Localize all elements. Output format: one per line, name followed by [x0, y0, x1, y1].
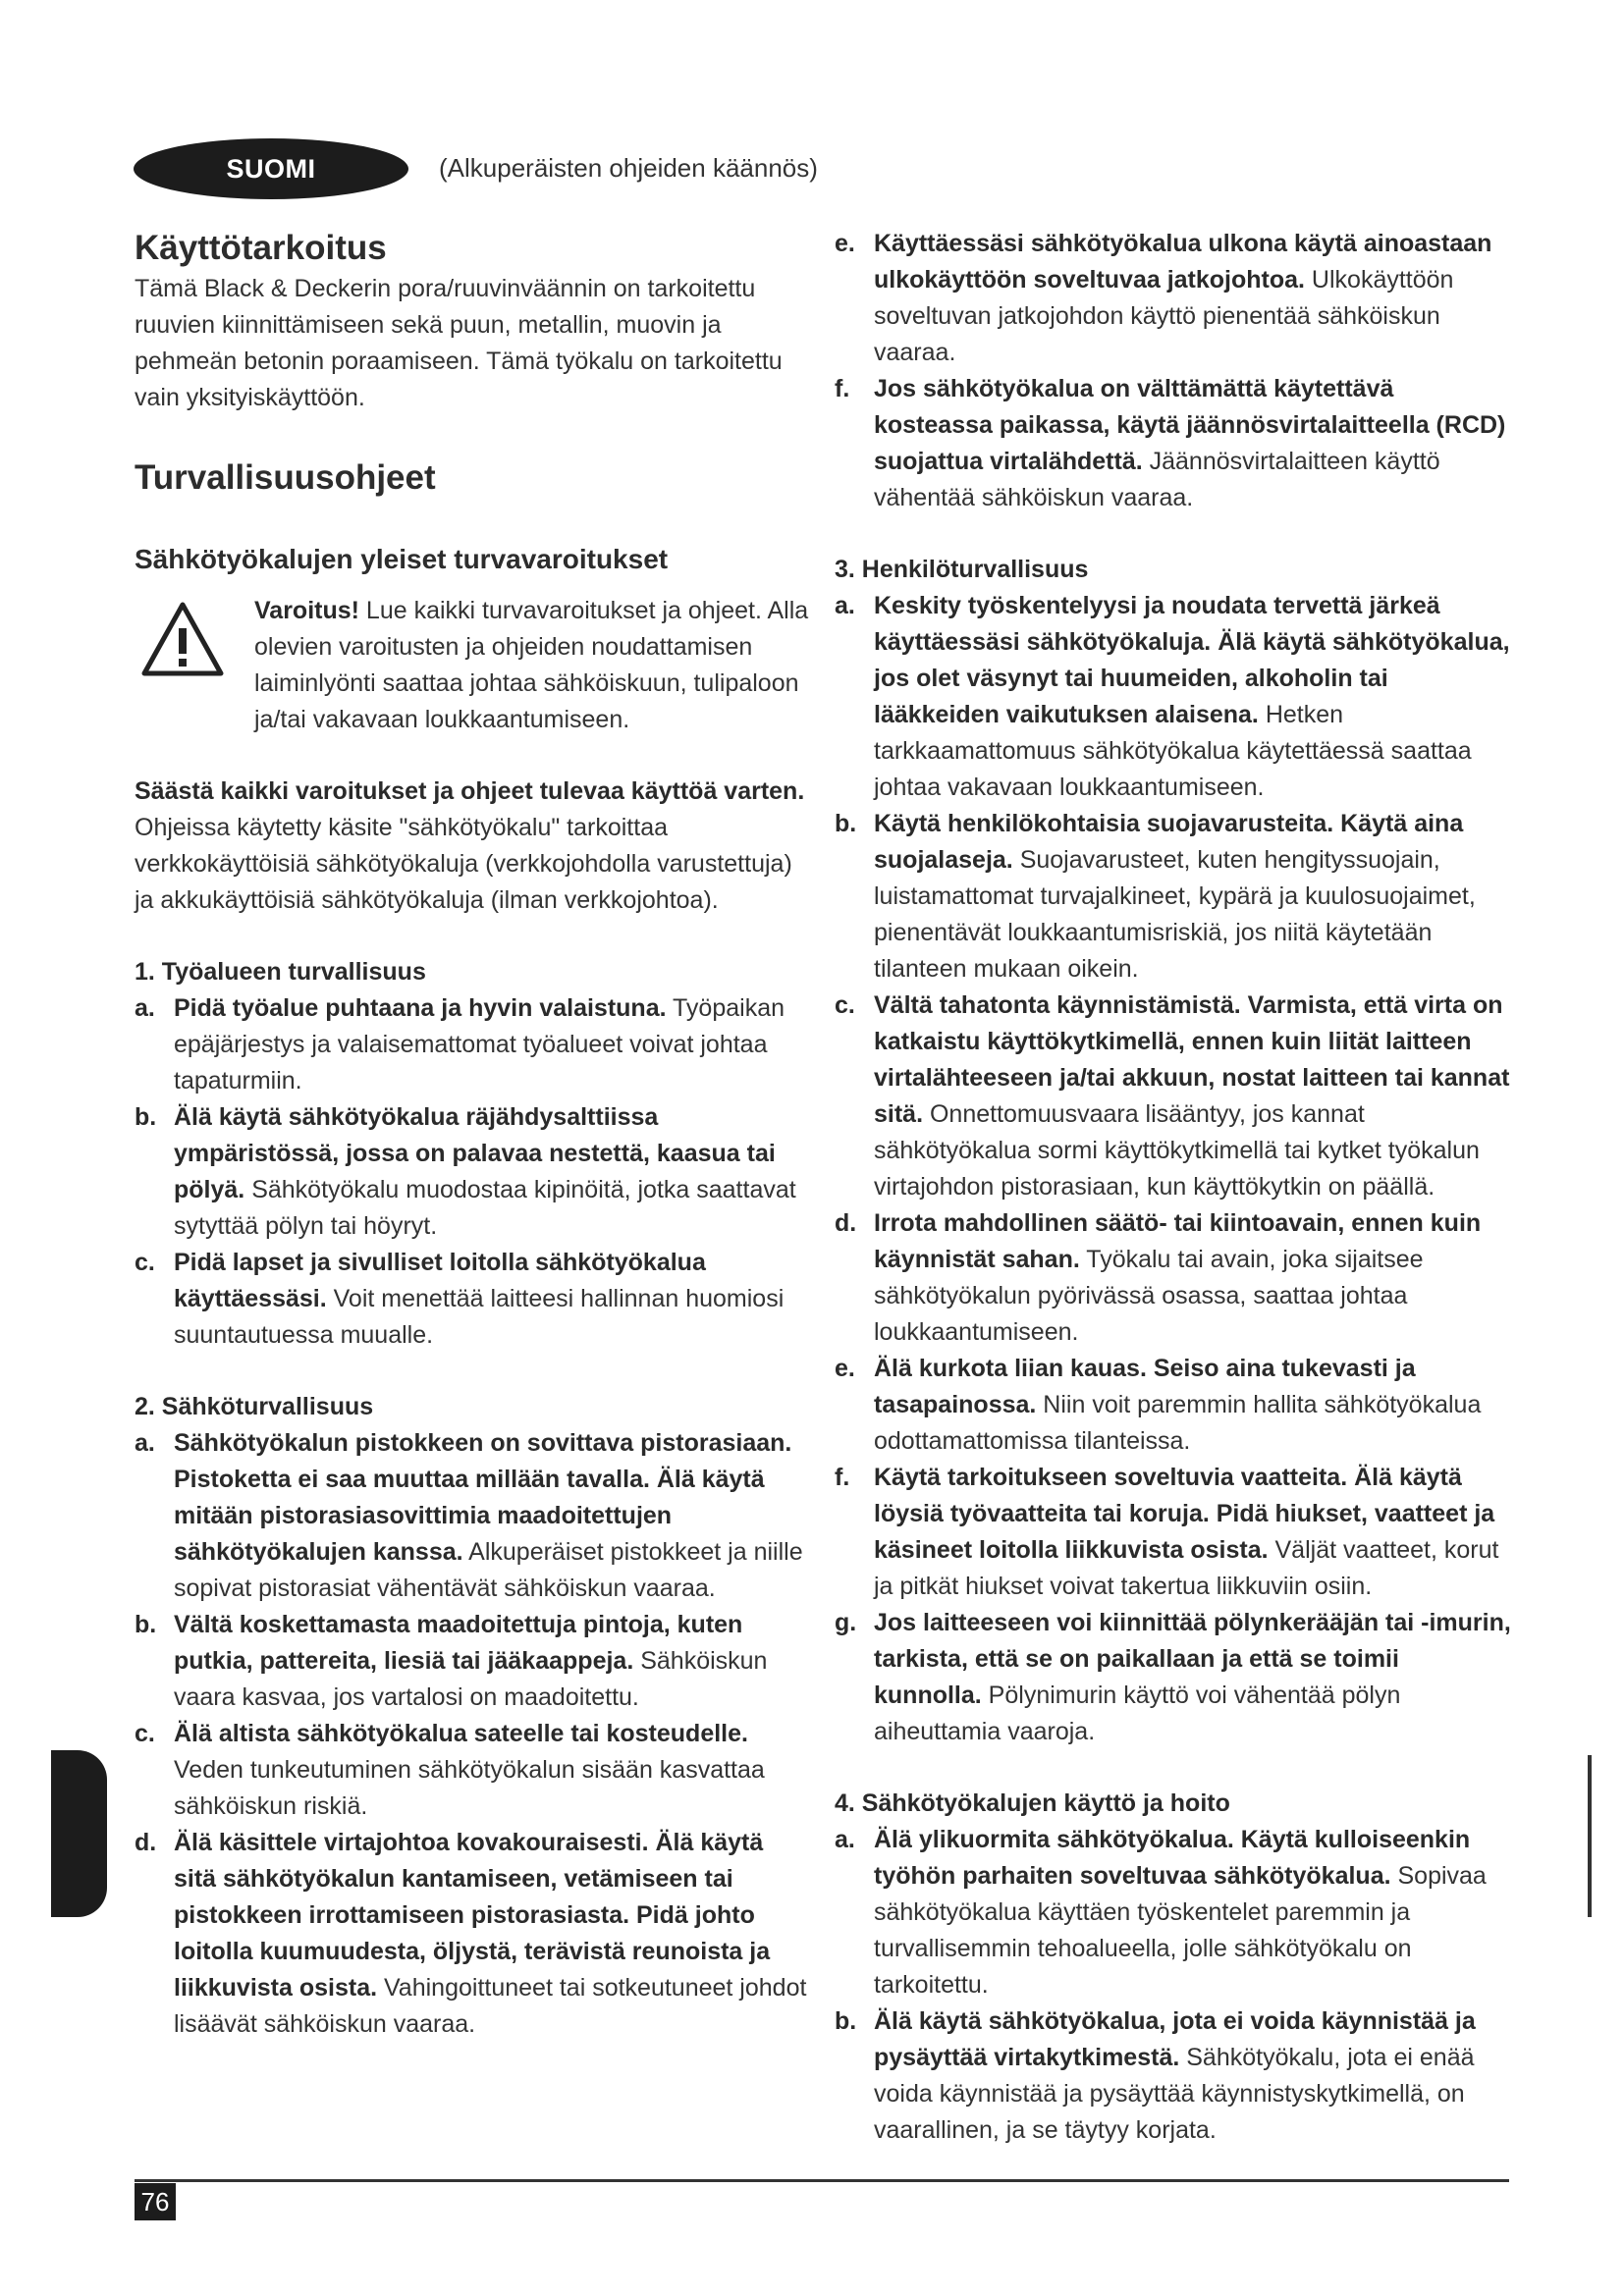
- warning-text: Lue kaikki turvavaroitukset ja ohjeet. Alla olevien varoitusten ja ohjeiden noudattamisen laiminlyönti saattaa johtaa sähköiskuun, tulipaloon ja/tai vakavaan loukkaantumiseen.: [254, 597, 809, 733]
- list-item: f. Jos sähkötyökalua on välttämättä käytettävä kosteassa paikassa, käytä jäännösvirtalaitteella (RCD) suojattua virtalähdettä. Jäännösvirtalaitteen käyttö vähentää sähköiskun vaaraa.: [835, 375, 1506, 511]
- change-bar: [1588, 1755, 1592, 1917]
- list-item: c. Vältä tahatonta käynnistämistä. Varmista, että virta on katkaistu käyttökytkimellä, ennen kuin liität laitteen virtalähteeseen ja/tai akkuun, nostat laitteen tai kannat sitä. Onnettomuusvaara lisääntyy, jos kannat sähkötyökalua sormi käyttökytkimellä tai kytket työkalun virtajohdon pistorasiaan, kun käyttökytkin on päällä.: [835, 991, 1510, 1201]
- save-instructions-text: Ohjeissa käytetty käsite "sähkötyökalu" tarkoittaa verkkokäyttöisiä sähkötyökaluja (verkkojohdolla varustettuja) ja akkukäyttöisiä sähkötyökaluja (ilman verkkojohtoa).: [135, 814, 792, 914]
- translation-note: (Alkuperäisten ohjeiden käännös): [439, 153, 818, 183]
- list-item: b. Vältä koskettamasta maadoitettuja pintoja, kuten putkia, pattereita, liesiä tai jääkaappeja. Sähköiskun vaara kasvaa, jos vartalosi on maadoitettu.: [135, 1611, 768, 1711]
- general-warnings-heading: Sähkötyökalujen yleiset turvavaroitukset: [135, 544, 669, 574]
- section4-title: 4. Sähkötyökalujen käyttö ja hoito: [835, 1789, 1230, 1817]
- warning-block: [135, 593, 812, 738]
- warning-triangle-icon: [140, 601, 225, 677]
- list-item: a. Pidä työalue puhtaana ja hyvin valaistuna. Työpaikan epäjärjestys ja valaisemattomat työalueet voivat johtaa tapaturmiin.: [135, 994, 785, 1095]
- list-item: e. Älä kurkota liian kauas. Seiso aina tukevasti ja tasapainossa. Niin voit paremmin hallita sähkötyökalua odottamattomissa tilanteissa.: [835, 1355, 1482, 1455]
- intended-use-heading: Käyttötarkoitus: [135, 229, 387, 267]
- page-number: 76: [135, 2183, 176, 2220]
- list-item: f. Käytä tarkoitukseen soveltuvia vaatteita. Älä käytä löysiä työvaatteita tai koruja. Pidä hiukset, vaatteet ja käsineet loitolla liikkuvista osista. Väljät vaatteet, korut ja pitkät hiukset voivat takertua liikkuviin osiin.: [835, 1464, 1499, 1600]
- save-instructions-bold: Säästä kaikki varoitukset ja ohjeet tulevaa käyttöä varten.: [135, 777, 805, 805]
- section1-title: 1. Työalueen turvallisuus: [135, 958, 426, 986]
- warning-bold: Varoitus!: [254, 597, 359, 624]
- list-item: d. Älä käsittele virtajohtoa kovakouraisesti. Älä käytä sitä sähkötyökalun kantamiseen, vetämiseen tai pistokkeen irrottamiseen pistorasiasta. Pidä johto loitolla kuumuudesta, öljystä, terävistä reunoista ja liikkuvista osista. Vahingoittuneet tai sotkeutuneet johdot lisäävät sähköiskun vaaraa.: [135, 1829, 807, 2038]
- section3-title: 3. Henkilöturvallisuus: [835, 556, 1089, 583]
- list-item: b. Älä käytä sähkötyökalua, jota ei voida käynnistää ja pysäyttää virtakytkimestä. Sähkötyökalu, jota ei enää voida käynnistää ja pysäyttää käynnistyskytkimellä, on vaarallinen, ja se täytyy korjata.: [835, 2007, 1476, 2144]
- list-item: a. Keskity työskentelyysi ja noudata tervettä järkeä käyttäessäsi sähkötyökaluja. Älä käytä sähkötyökalua, jos olet väsynyt tai huumeiden, alkoholin tai lääkkeiden vaikutuksen alaisena. Hetken tarkkaamattomuus sähkötyökalua käytettäessä saattaa johtaa vakavaan loukkaantumiseen.: [835, 592, 1510, 801]
- safety-heading: Turvallisuusohjeet: [135, 458, 436, 497]
- list-item: c. Pidä lapset ja sivulliset loitolla sähkötyökalua käyttäessäsi. Voit menettää laitteesi hallinnan huomiosi suuntautuessa muualle.: [135, 1249, 785, 1349]
- language-label: SUOMI: [226, 153, 316, 184]
- list-item: b. Käytä henkilökohtaisia suojavarusteita. Käytä aina suojalaseja. Suojavarusteet, kuten hengityssuojain, luistamattomat turvajalkineet, kypärä ja kuulosuojaimet, pienentävät loukkaantumisriskiä, jos niitä käytetään tilanteen mukaan oikein.: [835, 810, 1476, 983]
- list-item: b. Älä käytä sähkötyökalua räjähdysalttiissa ympäristössä, jossa on palavaa nestettä, kaasua tai pölyä. Sähkötyökalu muodostaa kipinöitä, jotka saattavat sytyttää pölyn tai höyryt.: [135, 1103, 796, 1240]
- list-item: a. Sähkötyökalun pistokkeen on sovittava pistorasiaan. Pistoketta ei saa muuttaa millään tavalla. Älä käytä mitään pistorasiasovittimia maadoitettujen sähkötyökalujen kanssa. Alkuperäiset pistokkeet ja niille sopivat pistorasiat vähentävät sähköiskun vaaraa.: [135, 1429, 803, 1602]
- side-tab: [51, 1750, 107, 1917]
- right-column: [835, 226, 1512, 2149]
- intended-use-text: Tämä Black & Deckerin pora/ruuvinväännin on tarkoitettu ruuvien kiinnittämiseen sekä puun, metallin, muovin ja pehmeän betonin poraamiseen. Tämä työkalu on tarkoitettu vain yksityiskäyttöön.: [135, 275, 783, 411]
- section2-title: 2. Sähköturvallisuus: [135, 1393, 374, 1420]
- list-item: e. Käyttäessäsi sähkötyökalua ulkona käytä ainoastaan ulkokäyttöön soveltuvaa jatkojohtoa. Ulkokäyttöön soveltuvan jatkojohdon käyttö pienentää sähköiskun vaaraa.: [835, 230, 1492, 366]
- left-column: [135, 226, 812, 2043]
- language-tab: [134, 138, 408, 199]
- footer-rule: [135, 2179, 1509, 2182]
- list-item: c. Älä altista sähkötyökalua sateelle tai kosteudelle. Veden tunkeutuminen sähkötyökalun sisään kasvattaa sähköiskun riskiä.: [135, 1720, 765, 1820]
- list-item: a. Älä ylikuormita sähkötyökalua. Käytä kulloiseenkin työhön parhaiten soveltuvaa sähkötyökalua. Sopivaa sähkötyökalua käyttäen työskentelet paremmin ja turvallisemmin tehoalueella, jolle sähkötyökalu on tarkoitettu.: [835, 1826, 1487, 1999]
- list-item: g. Jos laitteeseen voi kiinnittää pölynkerääjän tai -imurin, tarkista, että se on paikallaan ja että se toimii kunnolla. Pölynimurin käyttö voi vähentää pölyn aiheuttamia vaaroja.: [835, 1609, 1511, 1745]
- list-item: d. Irrota mahdollinen säätö- tai kiintoavain, ennen kuin käynnistät sahan. Työkalu tai avain, joka sijaitsee sähkötyökalun pyörivässä osassa, saattaa johtaa loukkaantumiseen.: [835, 1209, 1482, 1346]
